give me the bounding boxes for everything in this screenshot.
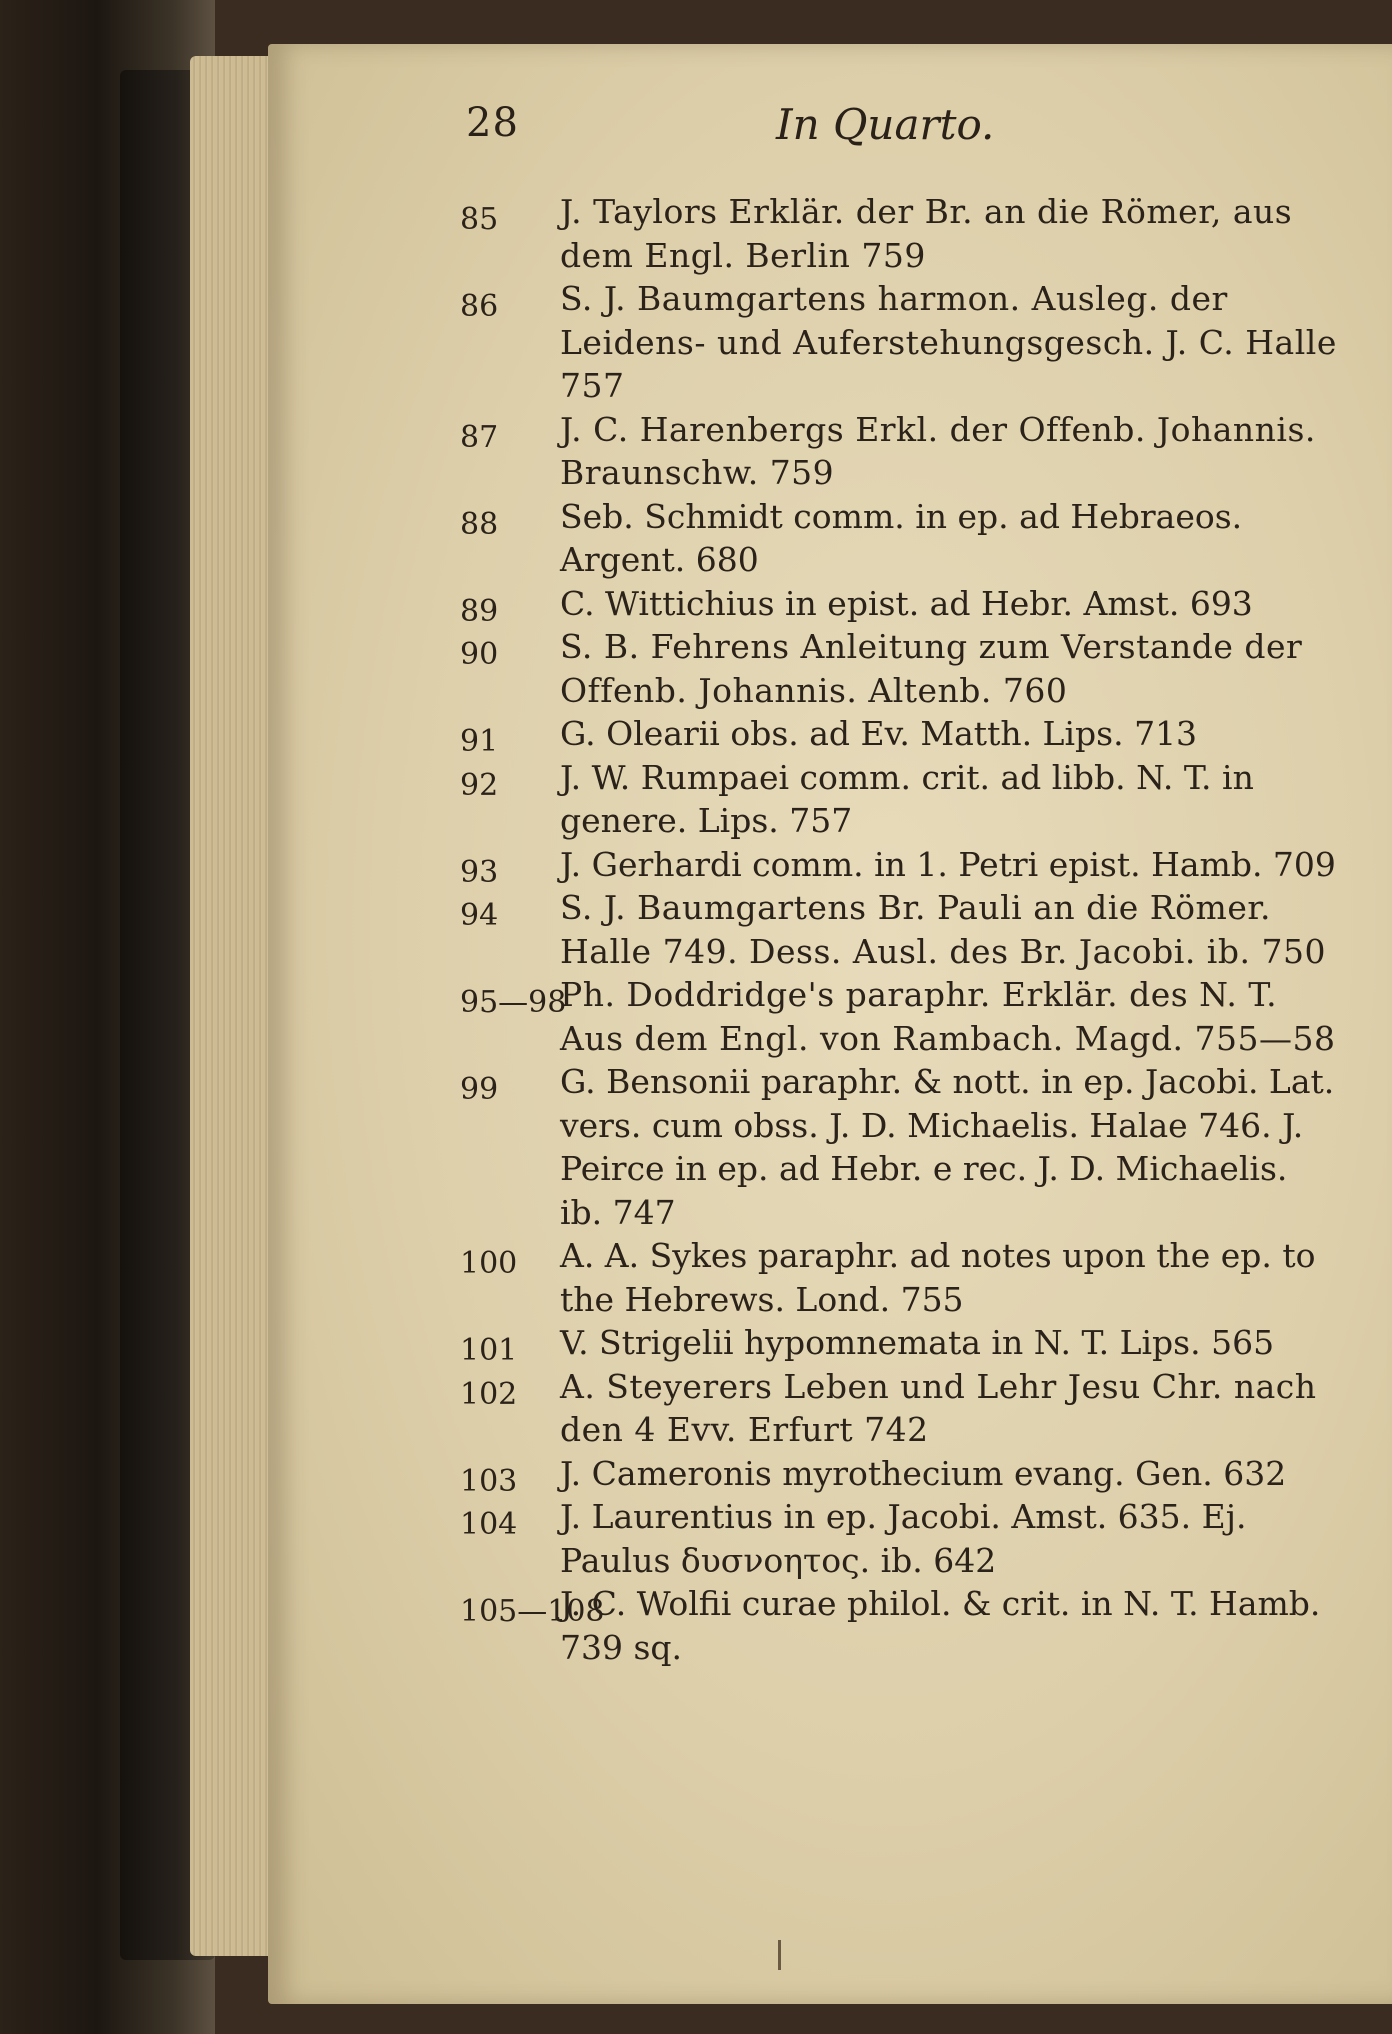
entry-text: G. Olearii obs. ad Ev. Matth. Lips. 713 bbox=[560, 714, 1198, 753]
entry-text: J. Taylors Erklär. der Br. an die Römer, aus dem Engl. Berlin 759 bbox=[560, 192, 1293, 275]
page-edges bbox=[190, 56, 280, 1956]
entry-number: 104 bbox=[460, 1507, 518, 1542]
entry-text: C. Wittichius in epist. ad Hebr. Amst. 693 bbox=[560, 583, 1253, 623]
entry-text: J. Gerhardi comm. in 1. Petri epist. Hamb. 709 bbox=[560, 844, 1336, 884]
catalog-entry bbox=[460, 625, 1340, 712]
entry-number: 93 bbox=[460, 854, 499, 890]
catalog-entry bbox=[460, 408, 1340, 495]
entry-number: 91 bbox=[460, 724, 499, 759]
entry-text: J. C. Wolfii curae philol. & crit. in N. T. Hamb. 739 sq. bbox=[560, 1584, 1321, 1667]
catalog-entry bbox=[460, 843, 1340, 890]
catalog-entry bbox=[460, 190, 1340, 277]
catalog-entry bbox=[460, 1234, 1340, 1321]
entry-number: 88 bbox=[460, 506, 499, 542]
page-header bbox=[466, 100, 1326, 160]
entry-number: 86 bbox=[460, 289, 499, 324]
catalog-entry bbox=[460, 1495, 1340, 1582]
catalog-entry bbox=[460, 1060, 1340, 1234]
entry-text: J. Laurentius in ep. Jacobi. Amst. 635. Ej. Paulus δυσνοητος. ib. 642 bbox=[560, 1497, 1247, 1580]
entry-text: S. J. Baumgartens harmon. Ausleg. der Leidens- und Auferstehungsgesch. J. C. Halle 757 bbox=[560, 279, 1337, 405]
entry-number: 95—98 bbox=[460, 985, 567, 1020]
catalog-entry bbox=[460, 756, 1340, 843]
entry-text: J. W. Rumpaei comm. crit. ad libb. N. T. in genere. Lips. 757 bbox=[560, 757, 1254, 840]
entry-text: J. C. Harenbergs Erkl. der Offenb. Johannis. Braunschw. 759 bbox=[560, 409, 1316, 492]
catalog-entry bbox=[460, 1582, 1340, 1669]
entry-number: 85 bbox=[460, 202, 499, 237]
running-title: In Quarto. bbox=[776, 100, 995, 149]
entry-number: 105—108 bbox=[460, 1594, 605, 1629]
catalog-entry bbox=[460, 973, 1340, 1060]
page-number: 28 bbox=[466, 100, 519, 146]
catalog-entry bbox=[460, 1365, 1340, 1452]
entry-number: 102 bbox=[460, 1376, 518, 1412]
entry-number: 89 bbox=[460, 593, 499, 629]
catalog-entry bbox=[460, 886, 1340, 973]
catalog-entry bbox=[460, 495, 1340, 582]
entry-number: 92 bbox=[460, 767, 499, 803]
entry-text: V. Strigelii hypomnemata in N. T. Lips. 565 bbox=[560, 1323, 1275, 1362]
catalog-entry bbox=[460, 1452, 1340, 1499]
entry-number: 103 bbox=[460, 1463, 518, 1499]
entry-text: S. B. Fehrens Anleitung zum Verstande der Offenb. Johannis. Altenb. 760 bbox=[560, 627, 1303, 710]
entry-number: 100 bbox=[460, 1246, 518, 1281]
entry-text: Ph. Doddridge's paraphr. Erklär. des N. T. Aus dem Engl. von Rambach. Magd. 755—58 bbox=[560, 975, 1336, 1058]
entry-number: 87 bbox=[460, 419, 499, 455]
entry-text: J. Cameronis myrothecium evang. Gen. 632 bbox=[560, 1453, 1287, 1493]
catalog-entries bbox=[460, 190, 1340, 1669]
catalog-entry bbox=[460, 582, 1340, 629]
catalog-entry bbox=[460, 1321, 1340, 1368]
entry-text: S. J. Baumgartens Br. Pauli an die Römer. Halle 749. Dess. Ausl. des Br. Jacobi. ib. 750 bbox=[560, 888, 1326, 971]
catalog-entry bbox=[460, 712, 1340, 759]
ink-mark bbox=[778, 1940, 781, 1970]
entry-text: G. Bensonii paraphr. & nott. in ep. Jacobi. Lat. vers. cum obss. J. D. Michaelis. Halae 746. J. Peirce in ep. ad Hebr. e rec. J. D. Michaelis. ib. 747 bbox=[560, 1062, 1335, 1232]
entry-text: Seb. Schmidt comm. in ep. ad Hebraeos. Argent. 680 bbox=[560, 496, 1243, 579]
catalog-entry bbox=[460, 277, 1340, 408]
entry-number: 90 bbox=[460, 637, 499, 672]
entry-number: 94 bbox=[460, 898, 499, 933]
entry-number: 101 bbox=[460, 1333, 518, 1368]
entry-text: A. A. Sykes paraphr. ad notes upon the ep. to the Hebrews. Lond. 755 bbox=[560, 1236, 1316, 1319]
entry-number: 99 bbox=[460, 1072, 499, 1107]
entry-text: A. Steyerers Leben und Lehr Jesu Chr. nach den 4 Evv. Erfurt 742 bbox=[560, 1366, 1317, 1449]
